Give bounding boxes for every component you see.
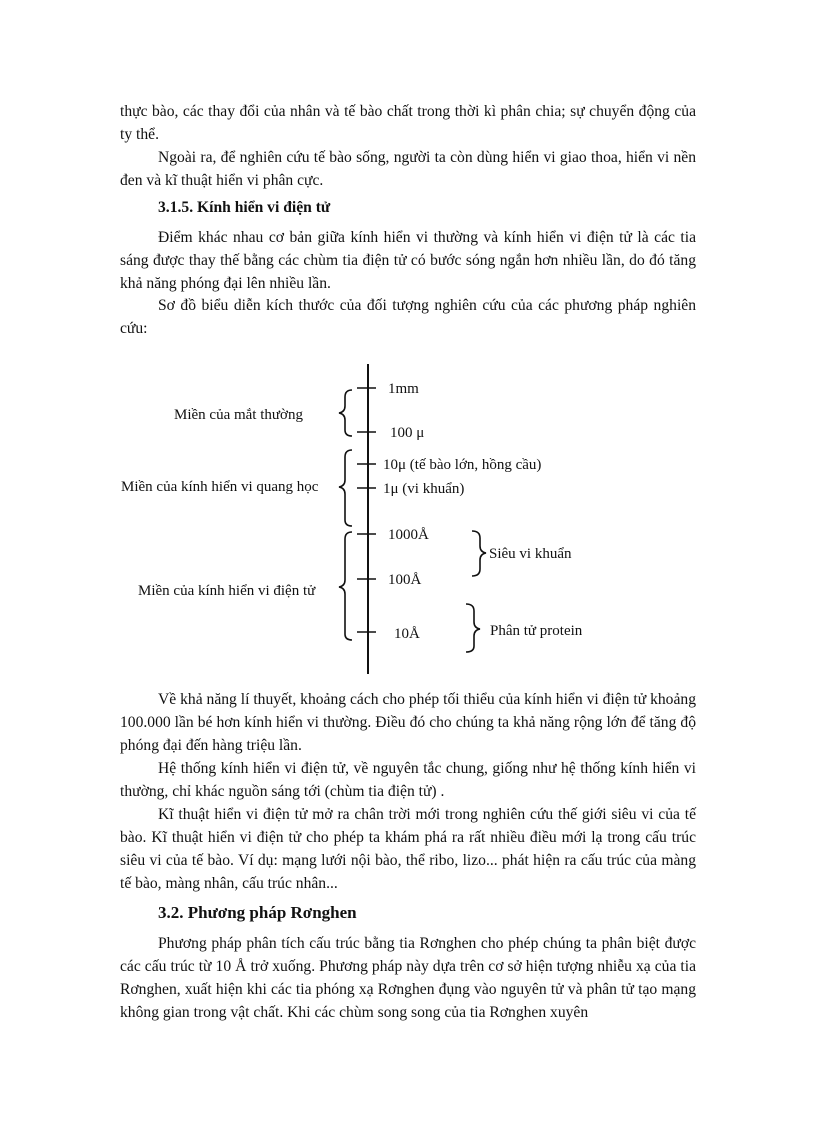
group-label-virus: Siêu vi khuẩn (489, 546, 572, 562)
brace-protein (466, 604, 480, 652)
brace-electron (339, 532, 352, 640)
tick-label-1u: 1μ (vi khuẩn) (383, 481, 465, 497)
tick-label-100u: 100 μ (390, 425, 425, 441)
paragraph-other-microscopy: Ngoài ra, để nghiên cứu tế bào sống, người ta còn dùng hiển vi giao thoa, hiển vi nền đen và kĩ thuật hiển vi phân cực. (120, 149, 696, 189)
range-label-eye: Miền của mắt thường (174, 407, 303, 423)
heading-rontgen-method: 3.2. Phương pháp Rơnghen (158, 903, 357, 922)
paragraph-rontgen: Phương pháp phân tích cấu trúc bằng tia Rơnghen cho phép chúng ta phân biệt được các cấu trúc từ 10 Å trở xuống. Phương pháp này dựa trên cơ sở hiện tượng nhiễu xạ của tia Rơnghen, xuất hiện khi các tia phóng xạ Rơnghen đụng vào nguyên tử và phân tử tạo mạng không gian trong vật chất. Khi các chùm song song của tia Rơnghen xuyên (120, 935, 696, 1021)
group-label-protein: Phân tử protein (490, 623, 583, 639)
brace-optical (339, 450, 352, 526)
range-label-optical: Miền của kính hiển vi quang học (121, 479, 319, 495)
tick-label-100a: 100Å (388, 572, 422, 588)
tick-label-10u: 10μ (tế bào lớn, hồng cầu) (383, 457, 542, 473)
paragraph-phagocytosis: thực bào, các thay đổi của nhân và tế bào chất trong thời kì phân chia; sự chuyển động của ty thể. (120, 103, 696, 143)
tick-label-10a: 10Å (394, 626, 420, 642)
paragraph-diagram-intro: Sơ đồ biểu diễn kích thước của đối tượng nghiên cứu của các phương pháp nghiên cứu: (120, 297, 696, 337)
size-scale-diagram (0, 360, 816, 680)
paragraph-technique: Kĩ thuật hiển vi điện tử mở ra chân trời mới trong nghiên cứu thế giới siêu vi của tế bào. Kĩ thuật hiển vi điện tử cho phép ta khám phá ra rất nhiều điều mới lạ trong cấu trúc siêu vi của tế bào. Ví dụ: mạng lưới nội bào, thể ribo, lizo... phát hiện ra cấu trúc của màng tế bào, màng nhân, cấu trúc nhân... (120, 806, 696, 892)
paragraph-system: Hệ thống kính hiển vi điện tử, về nguyên tắc chung, giống như hệ thống kính hiển vi thường, chỉ khác nguồn sáng tới (chùm tia điện tử) . (120, 760, 696, 800)
paragraph-resolution: Về khả năng lí thuyết, khoảng cách cho phép tối thiểu của kính hiển vi điện tử khoảng 100.000 lần bé hơn kính hiển vi thường. Điều đó cho chúng ta khả năng rộng lớn để tăng độ phóng đại đến hàng triệu lần. (120, 691, 696, 754)
brace-virus (472, 531, 486, 576)
range-label-electron: Miền của kính hiển vi điện tử (138, 583, 316, 599)
tick-label-1000a: 1000Å (388, 527, 429, 543)
brace-eye (339, 390, 352, 436)
heading-electron-microscope: 3.1.5. Kính hiển vi điện tử (158, 199, 331, 216)
tick-label-1mm: 1mm (388, 381, 419, 397)
paragraph-electron-difference: Điểm khác nhau cơ bản giữa kính hiển vi thường và kính hiển vi điện tử là các tia sáng được thay thế bằng các chùm tia điện tử có bước sóng ngắn hơn nhiều lần, do đó tăng khả năng phóng đại lên nhiều lần. (120, 229, 696, 292)
